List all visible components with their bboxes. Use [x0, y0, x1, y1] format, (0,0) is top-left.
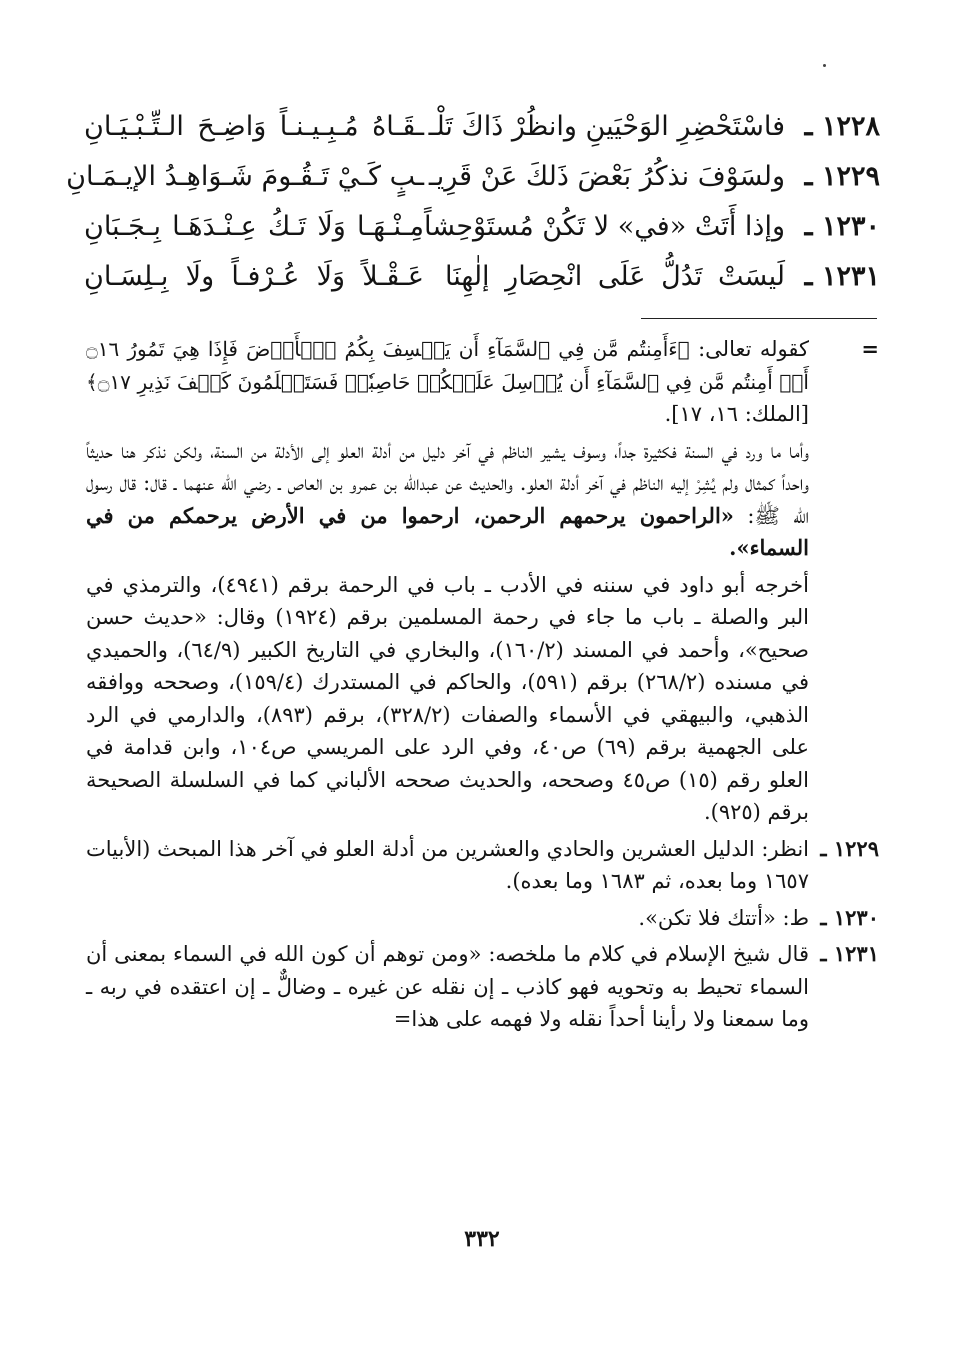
page-number: ٣٣٢ [464, 1226, 500, 1252]
footnotes [86, 333, 879, 1036]
hadith-text: «الراحمون يرحمهم الرحمن، ارحموا من في الأرض يرحمكم من في السماء». [86, 502, 809, 560]
verse-number: ١٢٢٨ ـ [804, 111, 880, 142]
footnote-number: ١٢٢٩ ـ [820, 835, 879, 861]
footnote-separator [641, 318, 877, 319]
footnote-text: قال شيخ الإسلام في كلام ما ملخصه: «ومن توهم أن كون الله في السماء بمعنى أن السماء تحيط به وتحويه فهو كاذب ـ إن نقله عن غيره ـ وضالٌّ ـ إن اعتقده في ربه ـ وما سمعنا ولا رأينا أحداً نقله ولا فهمه على هذا= [86, 942, 809, 1031]
footnote-1228-continued [86, 333, 879, 829]
quote-lead: كقوله تعالى: [689, 337, 810, 361]
footnote-1231 [86, 938, 879, 1036]
verse-first-hemistich: لَيسَتْ تَدُلُّ عَلَى انْحِصَارِ إلٰهِنَا [445, 261, 785, 292]
verse-second-hemistich: ـبٍ كَـيْ تَـقُـومَ شَـوَاهِـدُ الإيـمَـانِ [66, 161, 424, 192]
footnote-text: انظر: الدليل العشرين والحادي والعشرين من أدلة العلو في آخر هذا المبحث (الأبيات ١٦٥٧ وما بعده، ثم ١٦٨٣ وما بعده). [86, 836, 809, 893]
verse-second-hemistich: ـقَـاهُ مُـبِـيـنـاً وَاضِـحَ الـتِّـبْـيَـانِ [84, 111, 424, 142]
stray-dot [823, 64, 826, 67]
verse-first-hemistich: فاسْتَحْضِرِ الوَحْيَينِ وانظُرْ ذَاكَ تَلْـ [428, 111, 785, 142]
footnote-1229 [86, 833, 879, 898]
verse-first-hemistich: ولسَوْفَ نذكُرُ بَعْضَ ذَلكَ عَنْ قَرِيـ [428, 161, 785, 192]
verses-block [66, 102, 880, 312]
verse-1229 [66, 152, 880, 202]
verse-1228 [84, 102, 880, 152]
continuation-mark: = [861, 336, 879, 361]
footnote-1230 [86, 902, 879, 935]
quran-reference: [الملك: ١٦، ١٧]. [664, 402, 809, 426]
verse-1230 [84, 202, 880, 252]
verse-second-hemistich: مِـنْـهَـا وَلَا تَـكُ عِـنْـدَهَـا بِـجَـبَانِ [84, 211, 424, 242]
footnote-paragraph [86, 333, 809, 431]
footnote-number: ١٢٣١ ـ [820, 941, 879, 966]
verse-1231 [84, 252, 880, 302]
footnote-paragraph [86, 435, 809, 565]
footnote-text: ط: «أتتك فلا تكن». [638, 905, 809, 930]
verse-number: ١٢٣١ ـ [804, 261, 880, 292]
verse-second-hemistich: عَـقْـلاً وَلَا عُـرْفـاً ولَا بِـلِسَـانِ [84, 261, 424, 292]
verse-number: ١٢٢٩ ـ [804, 161, 880, 192]
verse-number: ١٢٣٠ ـ [804, 211, 880, 242]
quran-verse: ﴿ءَأَمِنتُم مَّن فِي ٱلسَّمَآءِ أَن يَخۡسِفَ بِكُمُ ٱلۡأَرۡضَ فَإِذَا هِيَ تَمُورُ ۝١٦ أَمۡ أَمِنتُم مَّن فِي ٱلسَّمَآءِ أَن يُرۡسِلَ عَلَيۡكُمۡ حَاصِبٗاۖ فَسَتَعۡلَمُونَ كَيۡفَ نَذِيرِ ۝١٧﴾ [86, 337, 809, 394]
verse-first-hemistich: وإذا أَتَتْ «في» لا تَكُنْ مُستَوْحِشاً [424, 211, 785, 242]
footnote-number: ١٢٣٠ ـ [820, 904, 879, 930]
footnote-paragraph: أخرجه أبو داود في سننه في الأدب ـ باب في الرحمة برقم (٤٩٤١)، والترمذي في البر والصلة ـ باب ما جاء في رحمة المسلمين برقم (١٩٢٤) وقال: «حديث حسن صحيح»، وأحمد في المسند (١٦٠/٢)، والبخاري في التاريخ الكبير (٦٤/٩)، والحميدي في مسنده (٢٦٨/٢) برقم (٥٩١)، والحاكم في المستدرك (١٥٩/٤)، وصححه ووافقه الذهبي، والبيهقي في الأسماء والصفات (٣٢٨/٢)، برقم (٨٩٣)، والدارمي في الرد على الجهمية برقم (٦٩) ص٤٠، وفي الرد على المريسي ص١٠٤، وابن قدامة في العلو رقم (١٥) ص٤٥ وصححه، والحديث صححه الألباني كما في السلسلة الصحيحة برقم (٩٢٥). [86, 572, 809, 824]
paragraph-text: وأما ما ورد في السنة فكثيرة جداً، وسوف يشير الناظم في آخر دليل من أدلة العلو إلى الأدلة من السنة، ولكن نذكر هنا حديثاً واحداً كمثال ولم يُشِرْ إليه الناظم في آخر أدلة العلو. والحديث عن عبدالله بن عمرو بن العاص ـ رضي الله عنهما ـ قال: قال رسول الله ﷺ: [86, 438, 810, 528]
